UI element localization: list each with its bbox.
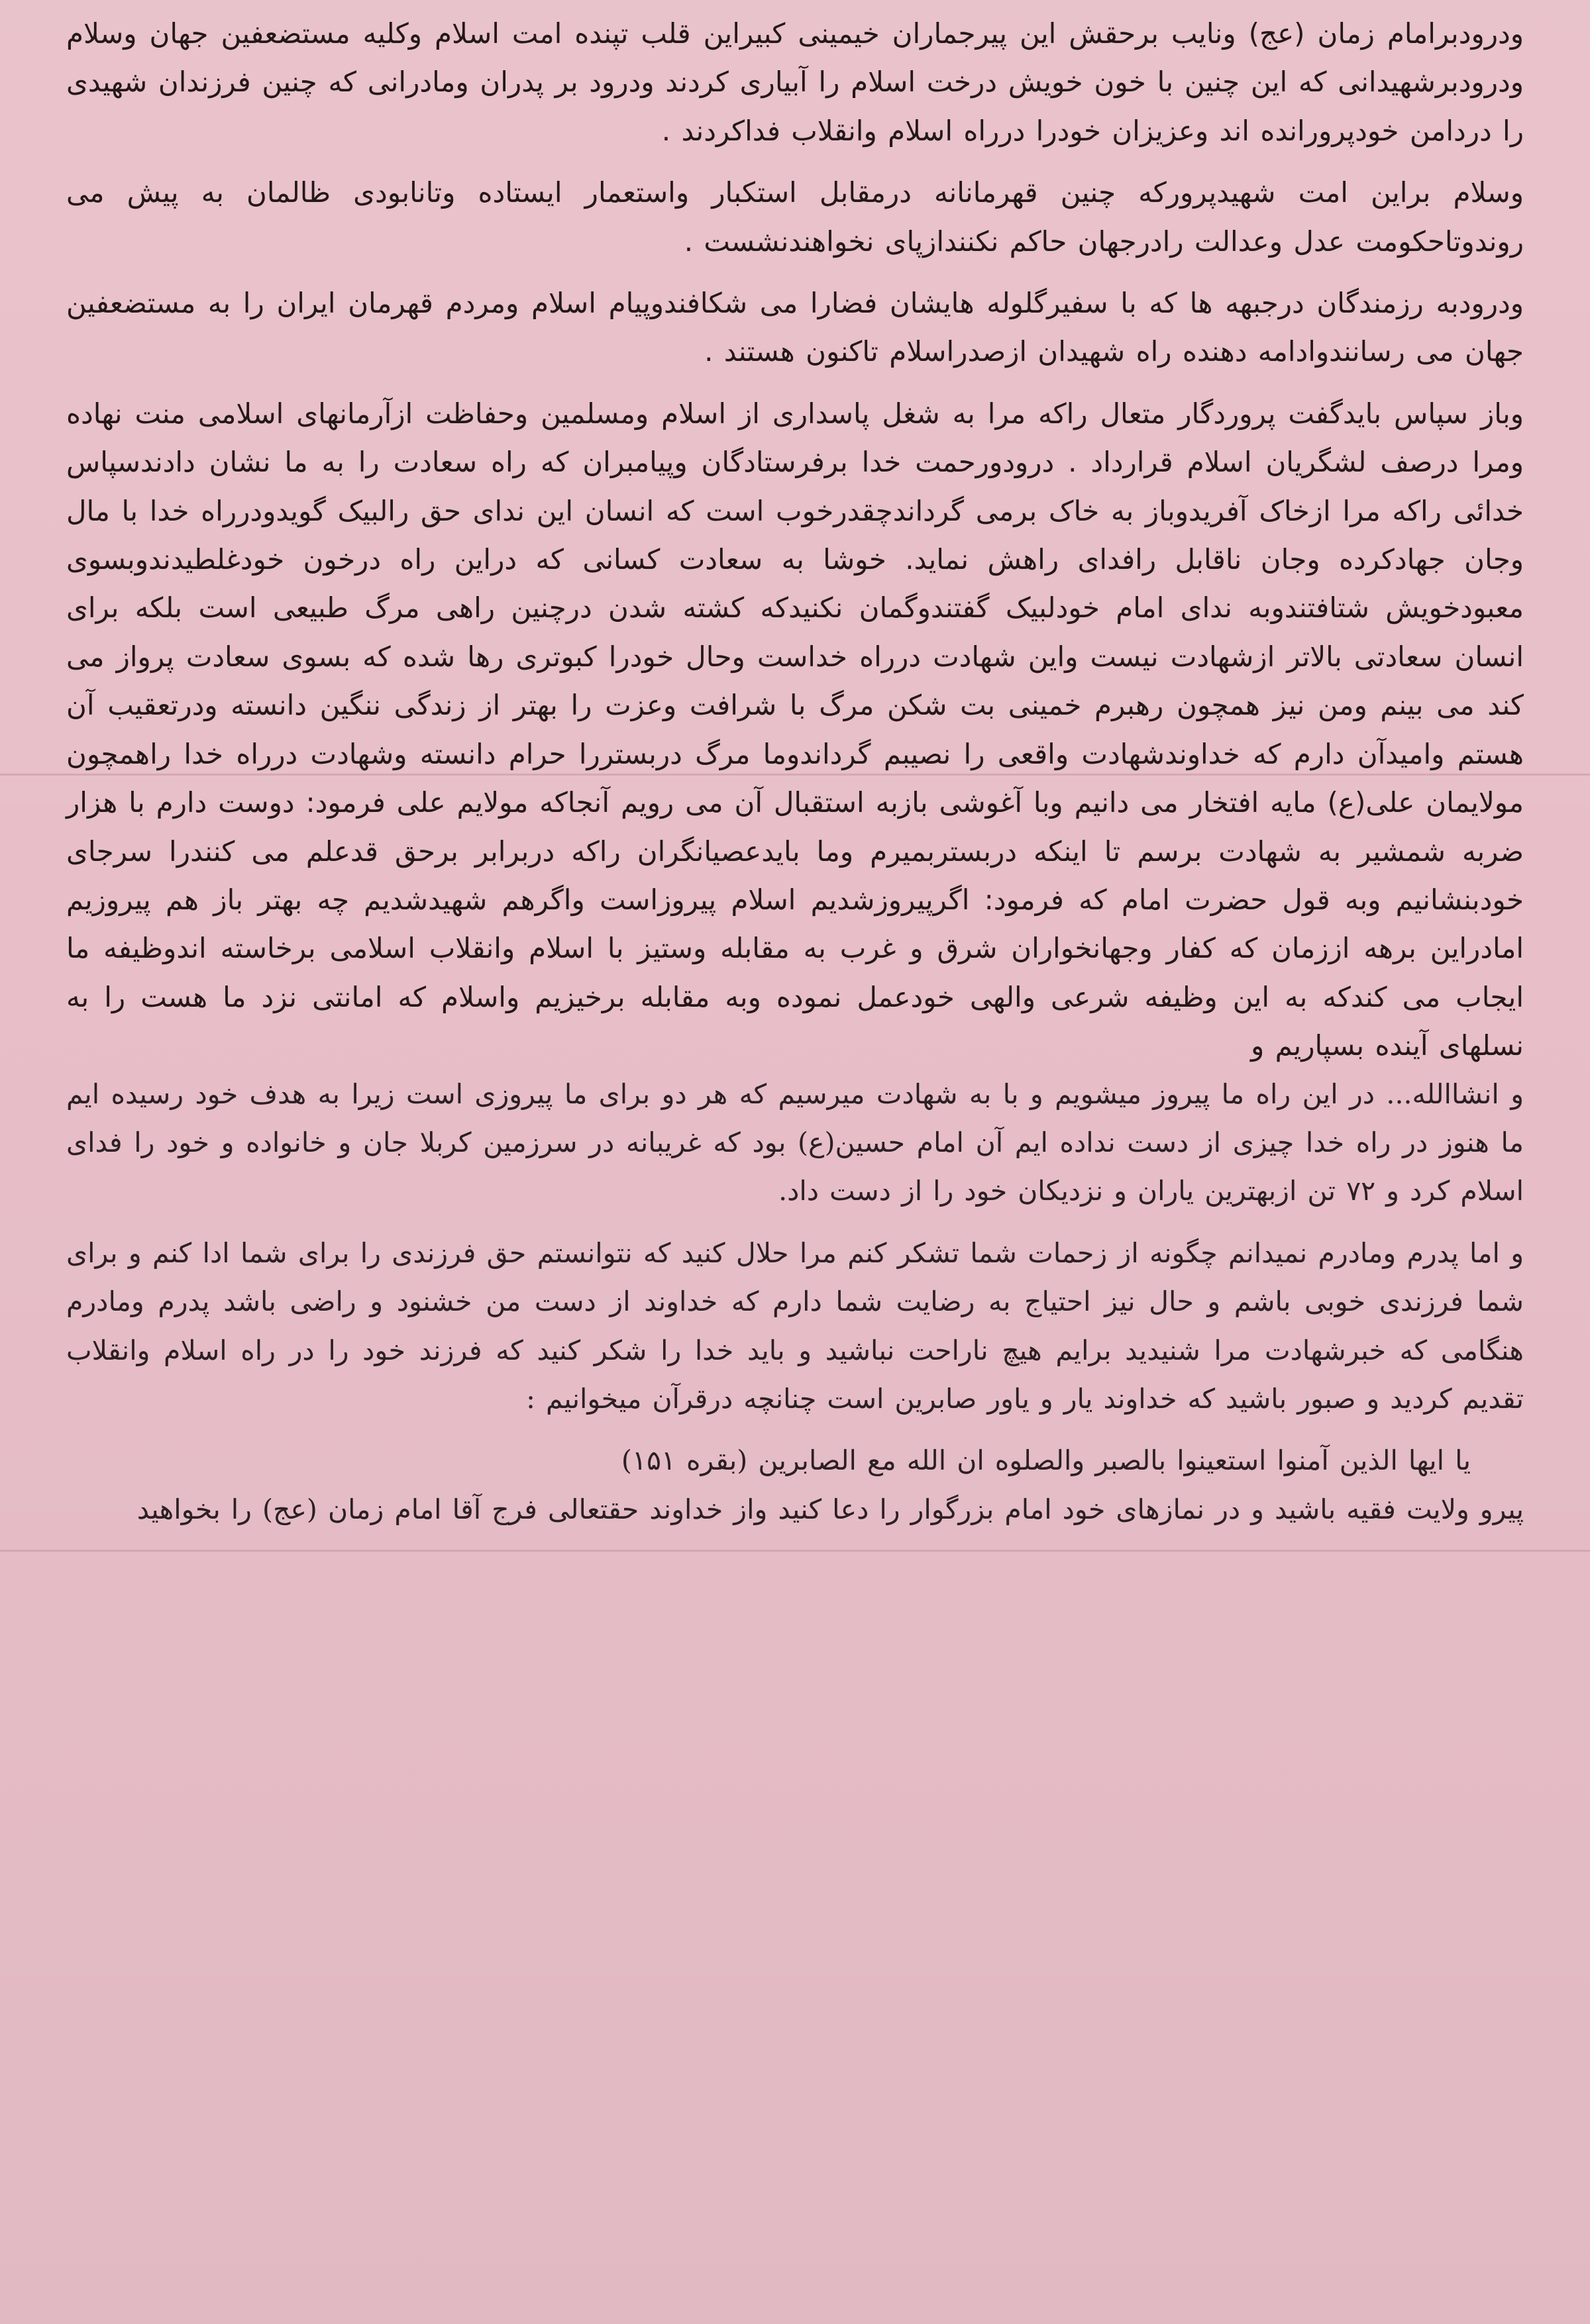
letter-body [66,9,1524,1534]
paragraph-fighters: ودرودبه رزمندگان درجبهه ها که با سفیرگلوله هایشان فضارا می شکافندوپیام اسلام ومردم قهرمان ایران را به مستضعفین جهان می رسانندوادامه دهنده راه شهیدان ازصدراسلام تاکنون هستند . [66,287,1524,368]
paragraph-gratitude: وباز سپاس بایدگفت پروردگار متعال راکه مرا به شغل پاسداری از اسلام ومسلمین وحفاظت ازآرمانهای اسلامی منت نهاده ومرا درصف لشگریان اسلام قرارداد . درودورحمت خدا برفرستادگان وپیامبران که راه سعادت را به ما نشان دادندسپاس خدائی راکه مرا ازخاک آفریدوباز به خاک برمی گرداندچقدرخوب است که انسان این ندای حق رالبیک گویدودرراه خدا با مال وجان جهادکرده وجان ناقابل رافدای راهش نماید. خوشا به سعادت کسانی که دراین راه درخون خودغلطیدندوبسوی معبودخویش شتافتندوبه ندای امام خودلبیک گفتندوگمان نکنیدکه کشته شدن درچنین راهی مرگ طبیعی است بلکه برای انسان سعادتی بالاتر ازشهادت نیست واین شهادت درراه خداست وحال خودرا کبوتری رها شده که بسوی سعادت پرواز می کند می بینم ومن نیز همچون رهبرم خمینی بت شکن مرگ با شرافت وعزت را بهتر از زندگی ننگین دانسته ودرتعقیب آن هستم وامیدآن دارم که خداوندشهادت واقعی را نصیبم گرداندوما مرگ دربستررا حرام دانسته وشهادت درراه خدا راهمچون مولایمان علی(ع) مایه افتخار می دانیم وبا آغوشی بازبه استقبال آن می رویم آنجاکه مولایم علی فرمود: دوست دارم با هزار ضربه شمشیر به شهادت برسم تا اینکه دربستربمیرم وما بایدعصیانگران راکه دربرابر برحق قدعلم می کنندرا سرجای خودبنشانیم وبه قول حضرت امام که فرمود: اگرپیروزشدیم اسلام پیروزاست واگرهم شهیدشدیم چه بهتر باز هم پیروزیم امادراین برهه اززمان که کفار وجهانخواران شرق و غرب به مقابله وستیز با اسلام وانقلاب اسلامی برخاسته اندوظیفه ما ایجاب می کندکه به این وظیفه شرعی والهی خودعمل نموده وبه مقابله برخیزیم واسلام که امانتی نزد ما هست را به نسلهای آینده بسپاریم و [66,397,1524,1062]
paragraph-greetings: ودرودبرامام زمان (عج) ونایب برحقش این پیرجماران خیمینی کبیراین قلب تپنده امت اسلام وکلیه مستضعفین جهان وسلام ودرودبرشهیدانی که این چنین با خون خویش درخت اسلام را آبیاری کردند ودرود بر پدران ومادرانی که چنین فرزندان شهیدی را دردامن خودپرورانده اند وعزیزان خودرا درراه اسلام وانقلاب فداکردند . [66,17,1524,147]
quran-verse: یا ایها الذین آمنوا استعینوا بالصبر والصلوه ان الله مع الصابرین (بقره ۱۵۱) [621,1444,1471,1477]
paragraph-nation: وسلام براین امت شهیدپرورکه چنین قهرمانانه درمقابل استکبار واستعمار ایستاده وتانابودی ظالمان به پیش می روندوتاحکومت عدل وعدالت رادرجهان حاکم نکنندازپای نخواهندنشست . [66,176,1524,258]
paragraph-victory: و انشاالله... در این راه ما پیروز میشویم و با به شهادت میرسیم که هر دو برای ما پیروزی است زیرا به هدف خود رسیده ایم ما هنوز در راه خدا چیزی از دست نداده ایم آن امام حسین(ع) بود که غریبانه در سرزمین کربلا جان و خانواده و خود را فدای اسلام کرد و ۷۲ تن ازبهترین یاران و نزدیکان خود را از دست داد. [66,1078,1524,1207]
paper-fold-line [0,1550,1590,1552]
paragraph-parents: و اما پدرم ومادرم نمیدانم چگونه از زحمات شما تشکر کنم مرا حلال کنید که نتوانستم حق فرزندی را برای شما ادا کنم و برای شما فرزندی خوبی باشم و حال نیز احتیاج به رضایت شما دارم که خداوند از دست من خشنود و راضی باشد پدرم ومادرم هنگامی که خبرشهادت مرا شنیدید برایم هیچ ناراحت نباشید و باید خدا را شکر کنید که فرزند خود را در راه اسلام وانقلاب تقدیم کردید و صبور باشید که خداوند یار و یاور صابرین است چنانچه درقرآن میخوانیم : [66,1237,1524,1415]
paragraph-closing: پیرو ولایت فقیه باشید و در نمازهای خود امام بزرگوار را دعا کنید واز خداوند حقتعالی فرج آقا امام زمان (عج) را بخواهید [136,1493,1524,1525]
